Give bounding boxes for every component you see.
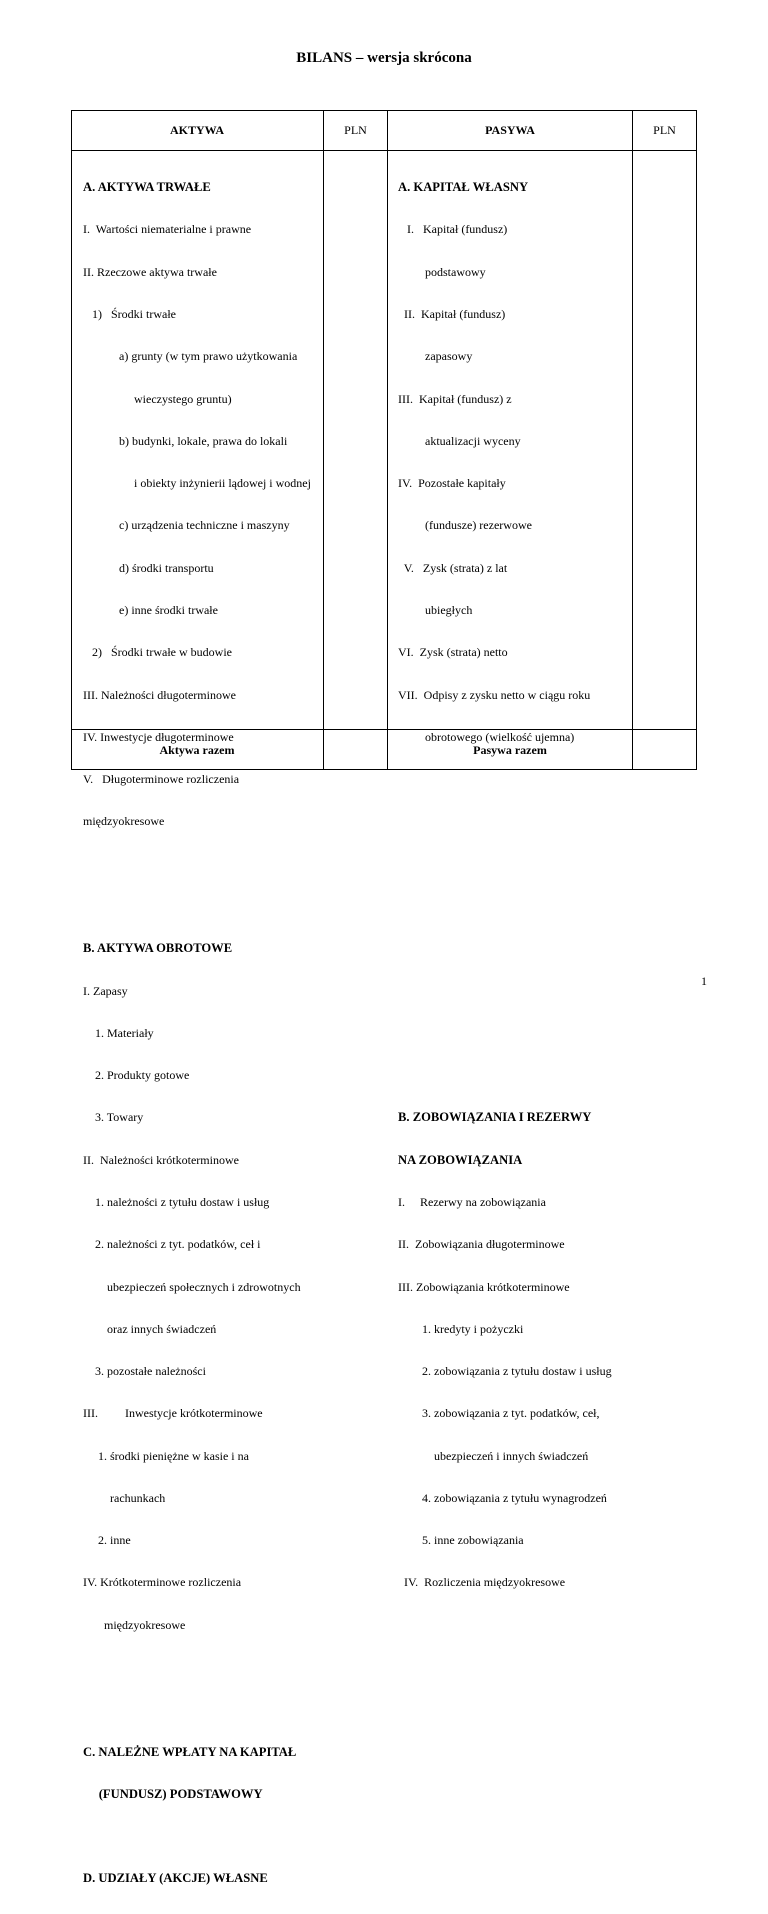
aktywa-section-b-title: B. AKTYWA OBROTOWE [83, 941, 233, 956]
page-number: 1 [701, 974, 707, 988]
list-item: III. Zobowiązania krótkoterminowe [398, 1279, 570, 1294]
spacer [398, 941, 612, 955]
total-aktywa-label: Aktywa razem [159, 742, 235, 757]
list-item: c) urządzenia techniczne i maszyny [83, 518, 290, 533]
document-title: BILANS – wersja skrócona [296, 50, 472, 66]
spacer [398, 984, 612, 998]
list-item: V. Długoterminowe rozliczenia [83, 772, 240, 787]
list-item: 2. zobowiązania z tytułu dostaw i usług [398, 1364, 612, 1379]
list-item: e) inne środki trwałe [83, 603, 218, 617]
list-item: II. Zobowiązania długoterminowe [398, 1237, 565, 1252]
header-pasywa: PASYWA [485, 123, 535, 137]
list-item: IV. Krótkoterminowe rozliczenia [83, 1575, 242, 1590]
list-item: 2) Środki trwałe w budowie [83, 645, 232, 660]
list-item: 3. Towary [83, 1110, 144, 1125]
list-item: i obiekty inżynierii lądowej i wodnej [83, 476, 311, 491]
total-pasywa-label: Pasywa razem [473, 742, 547, 757]
list-item: wieczystego gruntu) [83, 391, 232, 406]
list-item: II. Kapitał (fundusz) [398, 307, 506, 322]
list-item: 4. zobowiązania z tytułu wynagrodzeń [398, 1490, 607, 1505]
list-item: zapasowy [398, 349, 473, 364]
list-item: III. Kapitał (fundusz) z [398, 391, 512, 406]
balance-sheet-table [71, 110, 697, 1886]
list-item: I. Wartości niematerialne i prawne [83, 222, 252, 237]
pasywa-section-b-title-cont: NA ZOBOWIĄZANIA [398, 1152, 523, 1167]
list-item: 5. inne zobowiązania [398, 1533, 524, 1548]
spacer [398, 1068, 612, 1082]
list-item: ubezpieczeń i innych świadczeń [398, 1448, 589, 1463]
spacer [83, 1702, 311, 1716]
table-border-right [696, 110, 697, 770]
list-item: I. Zapasy [83, 983, 128, 998]
spacer [83, 899, 311, 913]
list-item: 1. kredyty i pożyczki [398, 1321, 524, 1336]
list-item: b) budynki, lokale, prawa do lokali [83, 433, 288, 448]
list-item: 1. Materiały [83, 1025, 154, 1040]
pasywa-column [398, 152, 612, 1618]
column-divider-aktywa-pln [323, 110, 324, 770]
list-item: III. Należności długoterminowe [83, 687, 236, 702]
list-item: VI. Zysk (strata) netto [398, 645, 508, 660]
header-pln-left: PLN [344, 123, 367, 137]
aktywa-column [83, 152, 311, 1914]
list-item: I. Kapitał (fundusz) [398, 222, 508, 237]
aktywa-section-c-title: C. NALEŻNE WPŁATY NA KAPITAŁ [83, 1744, 297, 1759]
spacer [83, 1660, 311, 1674]
list-item: oraz innych świadczeń [83, 1321, 217, 1336]
list-item: 1. należności z tytułu dostaw i usług [83, 1194, 270, 1209]
list-item: międzyokresowe [83, 1617, 186, 1632]
list-item: I. Rezerwy na zobowiązania [398, 1194, 546, 1209]
list-item: IV. Rozliczenia międzyokresowe [398, 1575, 566, 1590]
list-item: obrotowego (wielkość ujemna) [398, 729, 575, 744]
list-item: VII. Odpisy z zysku netto w ciągu roku [398, 687, 591, 702]
spacer [83, 857, 311, 871]
list-item: ubiegłych [398, 603, 473, 617]
list-item: rachunkach [83, 1490, 166, 1505]
list-item: 1. środki pieniężne w kasie i na [83, 1448, 249, 1463]
column-divider-pasywa-pln [632, 110, 633, 770]
aktywa-section-a-title: A. AKTYWA TRWAŁE [83, 180, 211, 195]
spacer [398, 899, 612, 913]
list-item: podstawowy [398, 264, 486, 279]
list-item: 1) Środki trwałe [83, 307, 176, 322]
list-item: 2. należności z tyt. podatków, ceł i [83, 1237, 261, 1252]
list-item: d) środki transportu [83, 560, 214, 575]
column-divider-pln-pasywa [387, 110, 388, 770]
list-item: V. Zysk (strata) z lat [398, 560, 508, 575]
aktywa-section-d-title: D. UDZIAŁY (AKCJE) WŁASNE [83, 1871, 268, 1886]
table-border-left [71, 110, 72, 770]
list-item: II. Rzeczowe aktywa trwałe [83, 264, 217, 279]
list-item: a) grunty (w tym prawo użytkowania [83, 349, 298, 364]
list-item: międzyokresowe [83, 814, 165, 829]
list-item: ubezpieczeń społecznych i zdrowotnych [83, 1279, 301, 1294]
list-item: 2. Produkty gotowe [83, 1068, 190, 1083]
aktywa-section-c-title-cont: (FUNDUSZ) PODSTAWOWY [83, 1786, 263, 1801]
pasywa-section-a-title: A. KAPITAŁ WŁASNY [398, 180, 529, 195]
spacer [398, 772, 612, 786]
list-item: 3. pozostałe należności [83, 1364, 206, 1379]
spacer [398, 814, 612, 828]
list-item: IV. Pozostałe kapitały [398, 476, 506, 491]
spacer [398, 857, 612, 871]
spacer [398, 1026, 612, 1040]
list-item: 2. inne [83, 1533, 131, 1548]
list-item: II. Należności krótkoterminowe [83, 1152, 239, 1167]
header-pln-right: PLN [653, 123, 676, 137]
header-aktywa: AKTYWA [169, 123, 224, 137]
list-item: IV. Inwestycje długoterminowe [83, 729, 234, 744]
list-item: aktualizacji wyceny [398, 433, 521, 448]
pasywa-section-b-title: B. ZOBOWIĄZANIA I REZERWY [398, 1110, 592, 1125]
list-item: III. Inwestycje krótkoterminowe [83, 1406, 263, 1421]
list-item: 3. zobowiązania z tyt. podatków, ceł, [398, 1406, 600, 1421]
spacer [83, 1829, 311, 1843]
list-item: (fundusze) rezerwowe [398, 518, 532, 533]
